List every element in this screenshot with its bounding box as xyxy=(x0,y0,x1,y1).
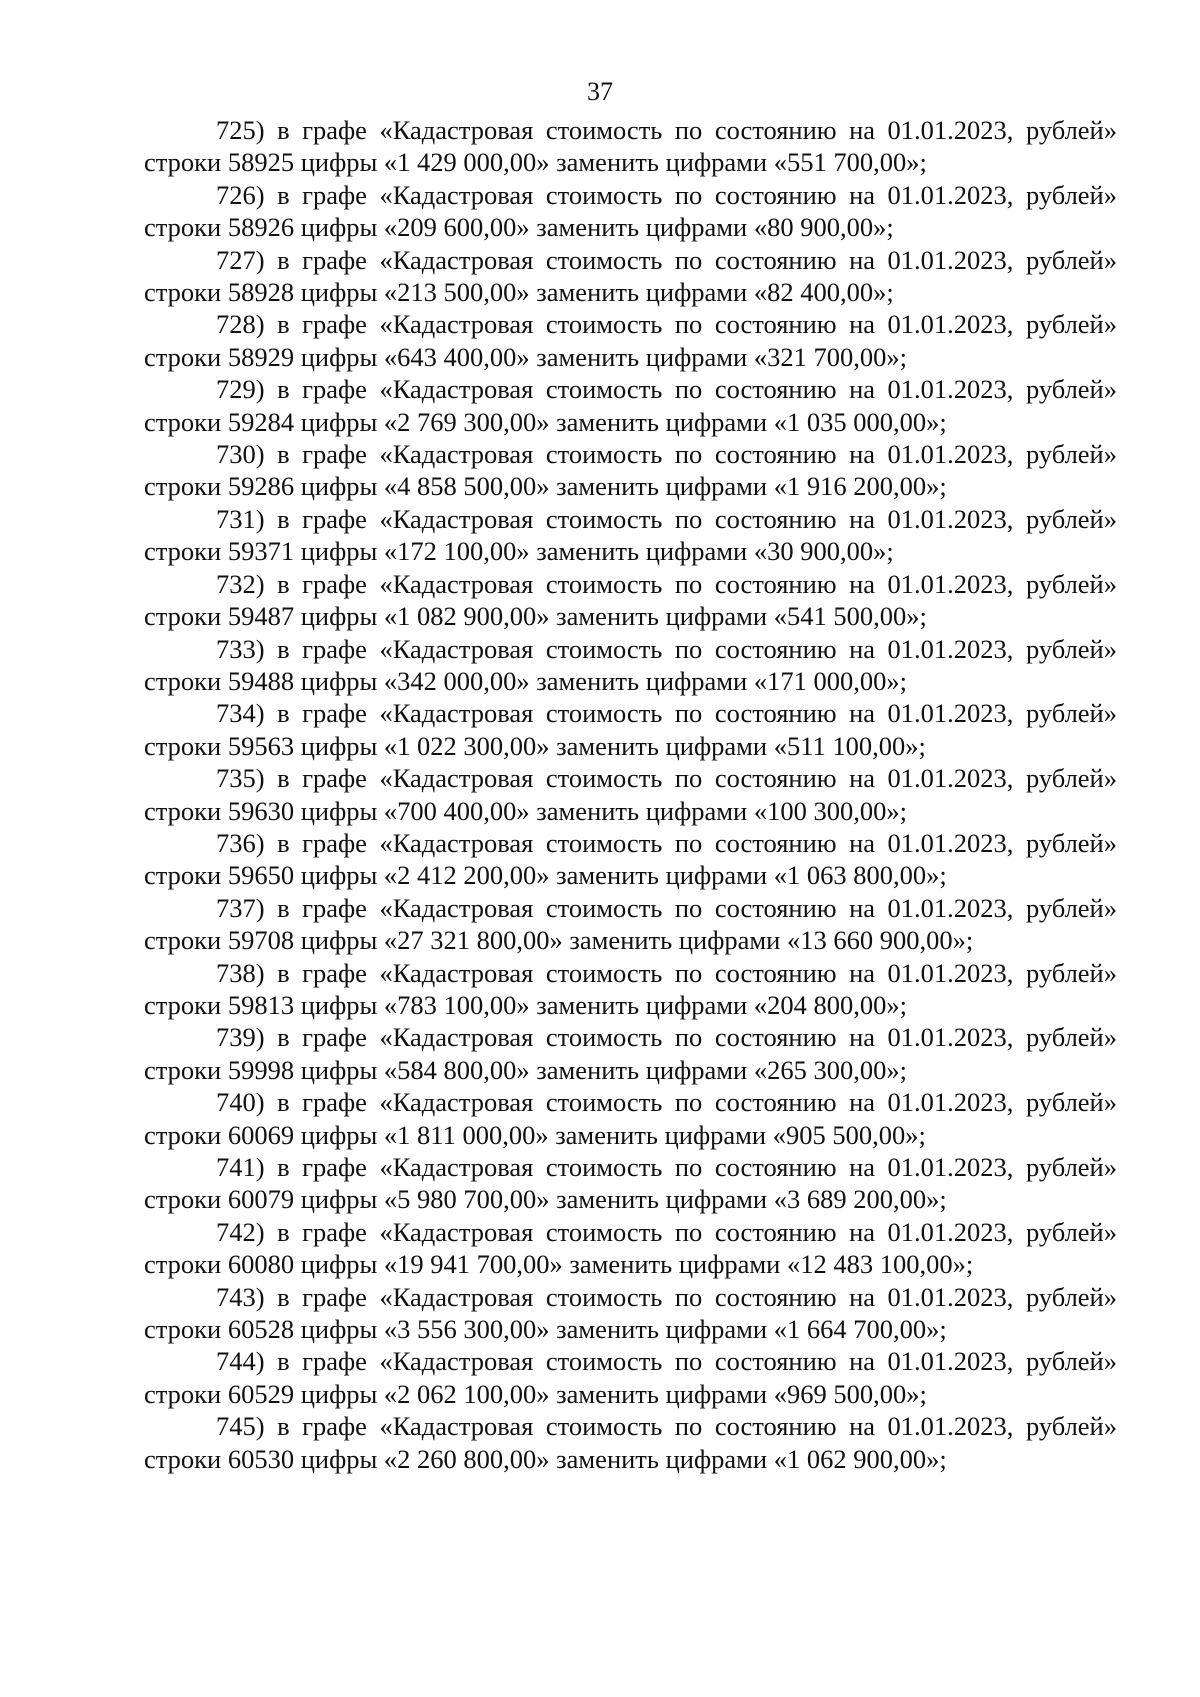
paragraph-item: 744) в графе «Кадастровая стоимость по состоянию на 01.01.2023, рублей» строки 60529 цифры «2 062 100,00» заменить цифрами «969 500,00»; xyxy=(144,1346,1117,1409)
paragraph-item: 736) в графе «Кадастровая стоимость по состоянию на 01.01.2023, рублей» строки 59650 цифры «2 412 200,00» заменить цифрами «1 063 800,00»; xyxy=(144,827,1117,891)
paragraph-item: 732) в графе «Кадастровая стоимость по состоянию на 01.01.2023, рублей» строки 59487 цифры «1 082 900,00» заменить цифрами «541 500,00»; xyxy=(144,568,1117,632)
paragraph-item: 727) в графе «Кадастровая стоимость по состоянию на 01.01.2023, рублей» строки 58928 цифры «213 500,00» заменить цифрами «82 400,00»; xyxy=(144,244,1117,308)
paragraph-item: 729) в графе «Кадастровая стоимость по состоянию на 01.01.2023, рублей» строки 59284 цифры «2 769 300,00» заменить цифрами «1 035 000,00»; xyxy=(144,374,1117,437)
paragraph-item: 733) в графе «Кадастровая стоимость по состоянию на 01.01.2023, рублей» строки 59488 цифры «342 000,00» заменить цифрами «171 000,00»; xyxy=(144,633,1117,696)
paragraph-item: 728) в графе «Кадастровая стоимость по состоянию на 01.01.2023, рублей» строки 58929 цифры «643 400,00» заменить цифрами «321 700,00»; xyxy=(144,309,1117,372)
paragraph-item: 731) в графе «Кадастровая стоимость по состоянию на 01.01.2023, рублей» строки 59371 цифры «172 100,00» заменить цифрами «30 900,00»; xyxy=(144,503,1117,567)
paragraph-item: 740) в графе «Кадастровая стоимость по состоянию на 01.01.2023, рублей» строки 60069 цифры «1 811 000,00» заменить цифрами «905 500,00»; xyxy=(144,1087,1117,1150)
paragraph-item: 743) в графе «Кадастровая стоимость по состоянию на 01.01.2023, рублей» строки 60528 цифры «3 556 300,00» заменить цифрами «1 664 700,00»; xyxy=(144,1281,1117,1345)
paragraph-item: 735) в графе «Кадастровая стоимость по состоянию на 01.01.2023, рублей» строки 59630 цифры «700 400,00» заменить цифрами «100 300,00»; xyxy=(144,763,1117,826)
paragraph-item: 738) в графе «Кадастровая стоимость по состоянию на 01.01.2023, рублей» строки 59813 цифры «783 100,00» заменить цифрами «204 800,00»; xyxy=(144,957,1117,1020)
paragraph-item: 739) в графе «Кадастровая стоимость по состоянию на 01.01.2023, рублей» строки 59998 цифры «584 800,00» заменить цифрами «265 300,00»; xyxy=(144,1022,1117,1085)
paragraph-item: 737) в графе «Кадастровая стоимость по состоянию на 01.01.2023, рублей» строки 59708 цифры «27 321 800,00» заменить цифрами «13 660 900,00»; xyxy=(144,892,1117,956)
paragraph-item: 745) в графе «Кадастровая стоимость по состоянию на 01.01.2023, рублей» строки 60530 цифры «2 260 800,00» заменить цифрами «1 062 900,00»; xyxy=(144,1411,1117,1474)
paragraph-item: 741) в графе «Кадастровая стоимость по состоянию на 01.01.2023, рублей» строки 60079 цифры «5 980 700,00» заменить цифрами «3 689 200,00»; xyxy=(144,1152,1117,1215)
paragraph-item: 734) в графе «Кадастровая стоимость по состоянию на 01.01.2023, рублей» строки 59563 цифры «1 022 300,00» заменить цифрами «511 100,00»; xyxy=(144,698,1117,761)
paragraph-item: 726) в графе «Кадастровая стоимость по состоянию на 01.01.2023, рублей» строки 58926 цифры «209 600,00» заменить цифрами «80 900,00»; xyxy=(144,179,1117,243)
paragraph-item: 725) в графе «Кадастровая стоимость по состоянию на 01.01.2023, рублей» строки 58925 цифры «1 429 000,00» заменить цифрами «551 700,00»; xyxy=(144,115,1117,178)
paragraph-item: 730) в графе «Кадастровая стоимость по состоянию на 01.01.2023, рублей» строки 59286 цифры «4 858 500,00» заменить цифрами «1 916 200,00»; xyxy=(144,439,1117,502)
paragraph-item: 742) в графе «Кадастровая стоимость по состоянию на 01.01.2023, рублей» строки 60080 цифры «19 941 700,00» заменить цифрами «12 483 100,00»; xyxy=(144,1216,1117,1280)
document-body xyxy=(144,114,1117,1475)
page-number: 37 xyxy=(587,77,613,106)
